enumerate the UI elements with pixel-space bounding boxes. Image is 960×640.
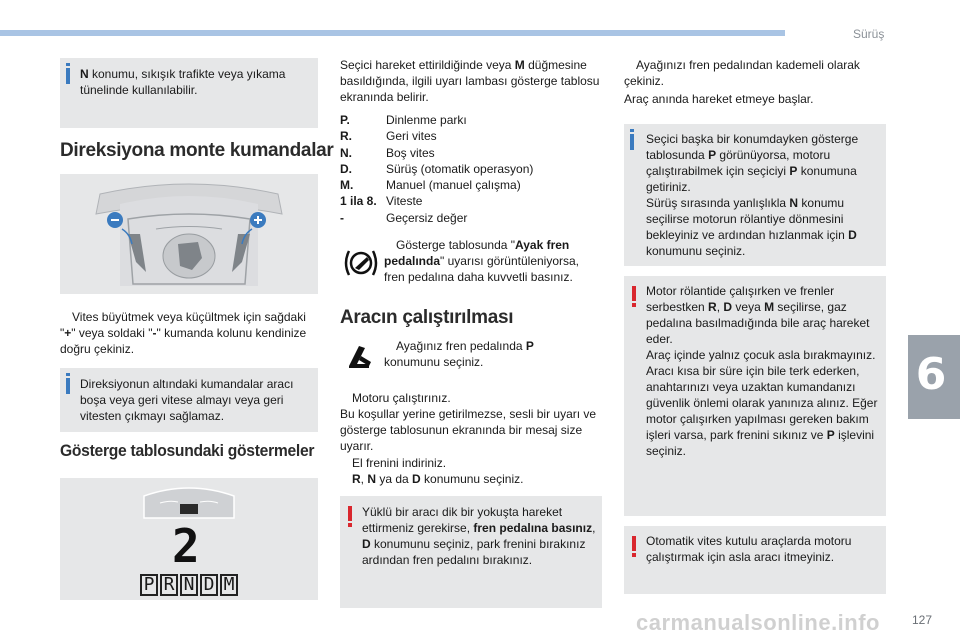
gear-letters [140, 574, 238, 596]
foot-brake-warning-icon [343, 246, 379, 280]
vehicle-moves-line: Araç anında hareket etmeye başlar. [624, 92, 814, 106]
definition-row: D. Sürüş (otomatik operasyon) [340, 161, 534, 176]
dashboard-display-illustration [60, 478, 318, 600]
definition-row: - Geçersiz değer [340, 210, 468, 225]
info-note-mid-text: Direksiyonun altındaki kumandalar aracı boşa veya geri vitese almayı veya geri vitesten çıkmayı sağlamaz. [80, 377, 294, 423]
watermark: carmanualsonline.info [636, 610, 880, 635]
definition-row: P. Dinlenme parkı [340, 113, 467, 127]
step-release-brake: Ayağınızı fren pedalından kademeli olarak çekiniz. [624, 58, 860, 88]
warning-icon [632, 286, 636, 301]
warning-icon [348, 506, 352, 521]
warning-note-idle-text: Motor rölantide çalışırken ve frenler serbestken R, D veya M seçilirse, gaz pedalına basılmadığında bile araç hareket eder. Araç içinde yalnız çocuk asla bırakmayınız. Aracı kısa bir süre için bile terk ederken, anahtarınızı veya uzaktan kumandanızı güvenlik önlemi olarak yanınıza alınız. Eğer motor çalışırken yapılması gereken bakım işleri varsa, park frenini sıkınız ve P işlevini seçiniz. [646, 284, 878, 458]
info-note-right-text: Seçici başka bir konumdayken gösterge tablosunda P görünüyorsa, motoru çalıştırabilmek için seçiciyi P konumuna getiriniz. Sürüş sırasında yanlışlıkla N konumu seçilirse motorun rölantiye dönmesini bekleyiniz ve ardından hızlanmak için D konumunu seçiniz. [646, 132, 859, 258]
definition-row: M. Manuel (manuel çalışma) [340, 178, 521, 193]
step-start-engine: Motoru çalıştırınız. [352, 391, 451, 405]
info-note-right [624, 124, 886, 266]
chapter-number: 6 [915, 349, 947, 400]
foot-on-pedal-icon [345, 342, 373, 372]
definition-row: N. Boş vites [340, 145, 435, 160]
warning-note-push [624, 526, 886, 594]
gear-letter-r: R [160, 574, 178, 596]
gear-number: 2 [172, 519, 200, 573]
step-select-position: R, N ya da D konumunu seçiniz. [352, 472, 524, 486]
info-note-top [60, 58, 318, 128]
step-paddles: Vites büyütmek veya küçültmek için sağdaki "+" veya soldaki "-" kumanda kolunu kendinize doğru çekiniz. [60, 310, 307, 356]
page-number: 127 [912, 613, 933, 627]
warning-icon [632, 536, 636, 551]
heading-dashboard-displays: Gösterge tablosundaki göstermeler [60, 441, 315, 460]
section-title: Sürüş [853, 27, 885, 41]
step-press-brake: Ayağınız fren pedalında P konumunu seçiniz. [384, 339, 534, 369]
gear-definitions [340, 112, 533, 226]
gear-letter-d: D [200, 574, 218, 596]
warning-note-push-text: Otomatik vites kutulu araçlarda motoru çalıştırmak için asla aracı itmeyiniz. [646, 534, 852, 564]
warning-note-hill-text: Yüklü bir aracı dik bir yokuşta hareket ettirmeniz gerekirse, fren pedalına basınız, D konumunu seçiniz, park frenini bırakınız ardından fren pedalını bırakınız. [362, 505, 596, 567]
heading-starting-vehicle: Aracın çalıştırılması [340, 307, 514, 328]
chapter-tab [908, 335, 960, 419]
condition-paragraph: Bu koşullar yerine getirilmezse, sesli bir uyarı ve gösterge tablosunun ekranında bir mesaj size uyarır. [340, 407, 597, 453]
warning-note-idle [624, 276, 886, 516]
heading-steering-controls: Direksiyona monte kumandalar [60, 140, 334, 161]
selector-intro: Seçici hareket ettirildiğinde veya M düğmesine basıldığında, ilgili uyarı lambası gösterge tablosu ekranında belirir. [340, 58, 600, 104]
warning-note-hill [340, 496, 602, 608]
gear-letter-p: P [140, 574, 158, 596]
step-release-handbrake: El frenini indiriniz. [352, 456, 447, 470]
steering-wheel-icon [60, 174, 318, 294]
info-note-mid [60, 368, 318, 432]
steering-wheel-illustration [60, 174, 318, 294]
gear-letter-n: N [180, 574, 198, 596]
definition-row: R. Geri vites [340, 129, 437, 144]
brake-warning-note: Gösterge tablosunda "Ayak fren pedalında" uyarısı görüntüleniyorsa, fren pedalına daha kuvvetli basınız. [384, 238, 580, 284]
gear-letter-m: M [220, 574, 238, 596]
header-bar [0, 30, 785, 36]
definition-row: 1 ila 8. Viteste [340, 194, 423, 209]
info-note-top-text: N konumu, sıkışık trafikte veya yıkama tünelinde kullanılabilir. [80, 67, 286, 97]
